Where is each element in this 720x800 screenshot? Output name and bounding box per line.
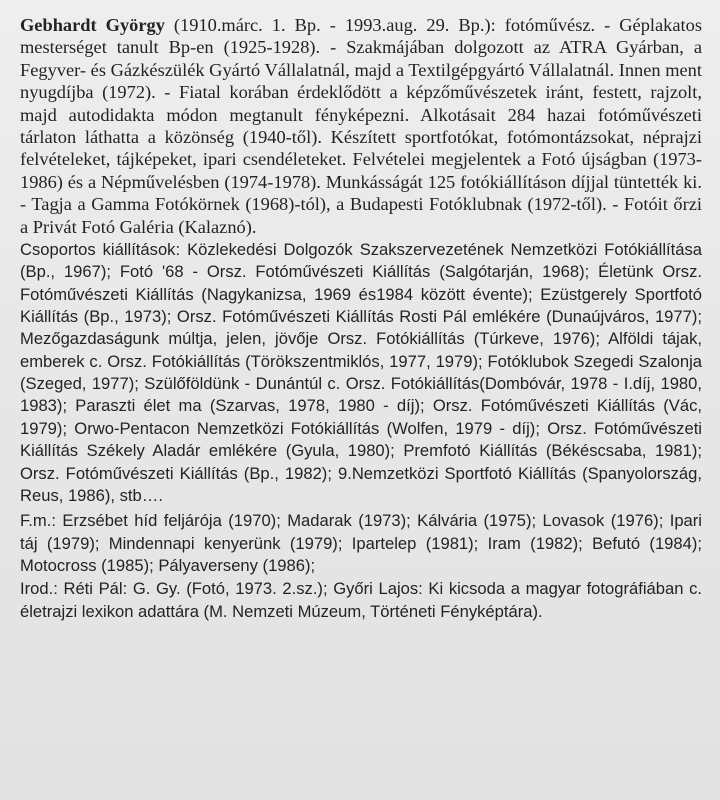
main-works-paragraph: F.m.: Erzsébet híd feljárója (1970); Madarak (1973); Kálvária (1975); Lovasok (1976); Ipari táj (1979); Mindennapi kenyerünk (1979); Ipartelep (1981); Iram (1982); Befutó (1984); Motocross (1985); Pályaverseny (1986); [20, 511, 702, 575]
biography-text: (1910.márc. 1. Bp. - 1993.aug. 29. Bp.): fotóművész. - Géplakatos mesterséget tanult Bp-en (1925-1928). - Szakmájában dolgozott az ATRA Gyárban, a Fegyver- és Gázkészülék Gyártó Vállalatnál, majd a Textilgépgyártó Vállalatnál. Innen ment nyugdíjba (1972). - Fiatal korában érdeklődött a képzőművészetek iránt, festett, rajzolt, majd autodidakta módon megtanult fényképezni. Alkotásait 284 hazai fotóművészeti tárlaton láthatta a közönség (1940-től). Készített sportfotókat, fotómontázsokat, néprajzi felvételeket, tájképeket, ipari csendéleteket. Felvételei megjelentek a Fotó újságban (1973-1986) és a Népművelésben (1974-1978). Munkásságát 125 fotókiállításon díjjal tüntették ki. - Tagja a Gamma Fotókörnek (1968)-tól), a Budapesti Fotóklubnak (1972-től). - Fotóit őrzi a Privát Fotó Galéria (Kalaznó). [20, 15, 702, 237]
entry-name: Gebhardt György [20, 15, 165, 35]
biography-paragraph [20, 14, 702, 238]
group-exhibitions-paragraph: Csoportos kiállítások: Közlekedési Dolgozók Szakszervezetének Nemzetközi Fotókiállítása (Bp., 1967); Fotó '68 - Orsz. Fotóművészeti Kiállítás (Salgótarján, 1968); Életünk Orsz. Fotóművészeti Kiállítás (Nagykanizsa, 1969 és1984 között évente); Ezüstgerely Sportfotó Kiállítás (Bp., 1973); Orsz. Fotóművészeti Kiállítás Rosti Pál emlékére (Dunaújváros, 1977); Mezőgazdaságunk múltja, jelen, jövője Orsz. Fotókiállítás (Túrkeve, 1976); Alföldi tájak, emberek c. Orsz. Fotókiállítás (Törökszentmiklós, 1977, 1979); Fotóklubok Szegedi Szalonja (Szeged, 1977); Szülőföldünk - Dunántúl c. Orsz. Fotókiállítás(Dombóvár, 1978 - I.díj, 1980, 1983); Paraszti élet ma (Szarvas, 1978, 1980 - díj); Orsz. Fotóművészeti Kiállítás (Vác, 1979); Orwo-Pentacon Nemzetközi Fotókiállítás (Wolfen, 1979 - díj); Orsz. Fotóművészeti Kiállítás Székely Aladár emlékére (Gyula, 1980); Premfotó Kiállítás (Békéscsaba, 1981); Orsz. Fotóművészeti Kiállítás (Bp., 1982); 9.Nemzetközi Sportfotó Kiállítás (Spanyolország, Reus, 1986), stb…. [20, 240, 702, 505]
references-paragraph: Irod.: Réti Pál: G. Gy. (Fotó, 1973. 2.sz.); Győri Lajos: Ki kicsoda a magyar fotográfiában c. életrajzi lexikon adattára (M. Nemzeti Múzeum, Történeti Fényképtára). [20, 579, 702, 621]
